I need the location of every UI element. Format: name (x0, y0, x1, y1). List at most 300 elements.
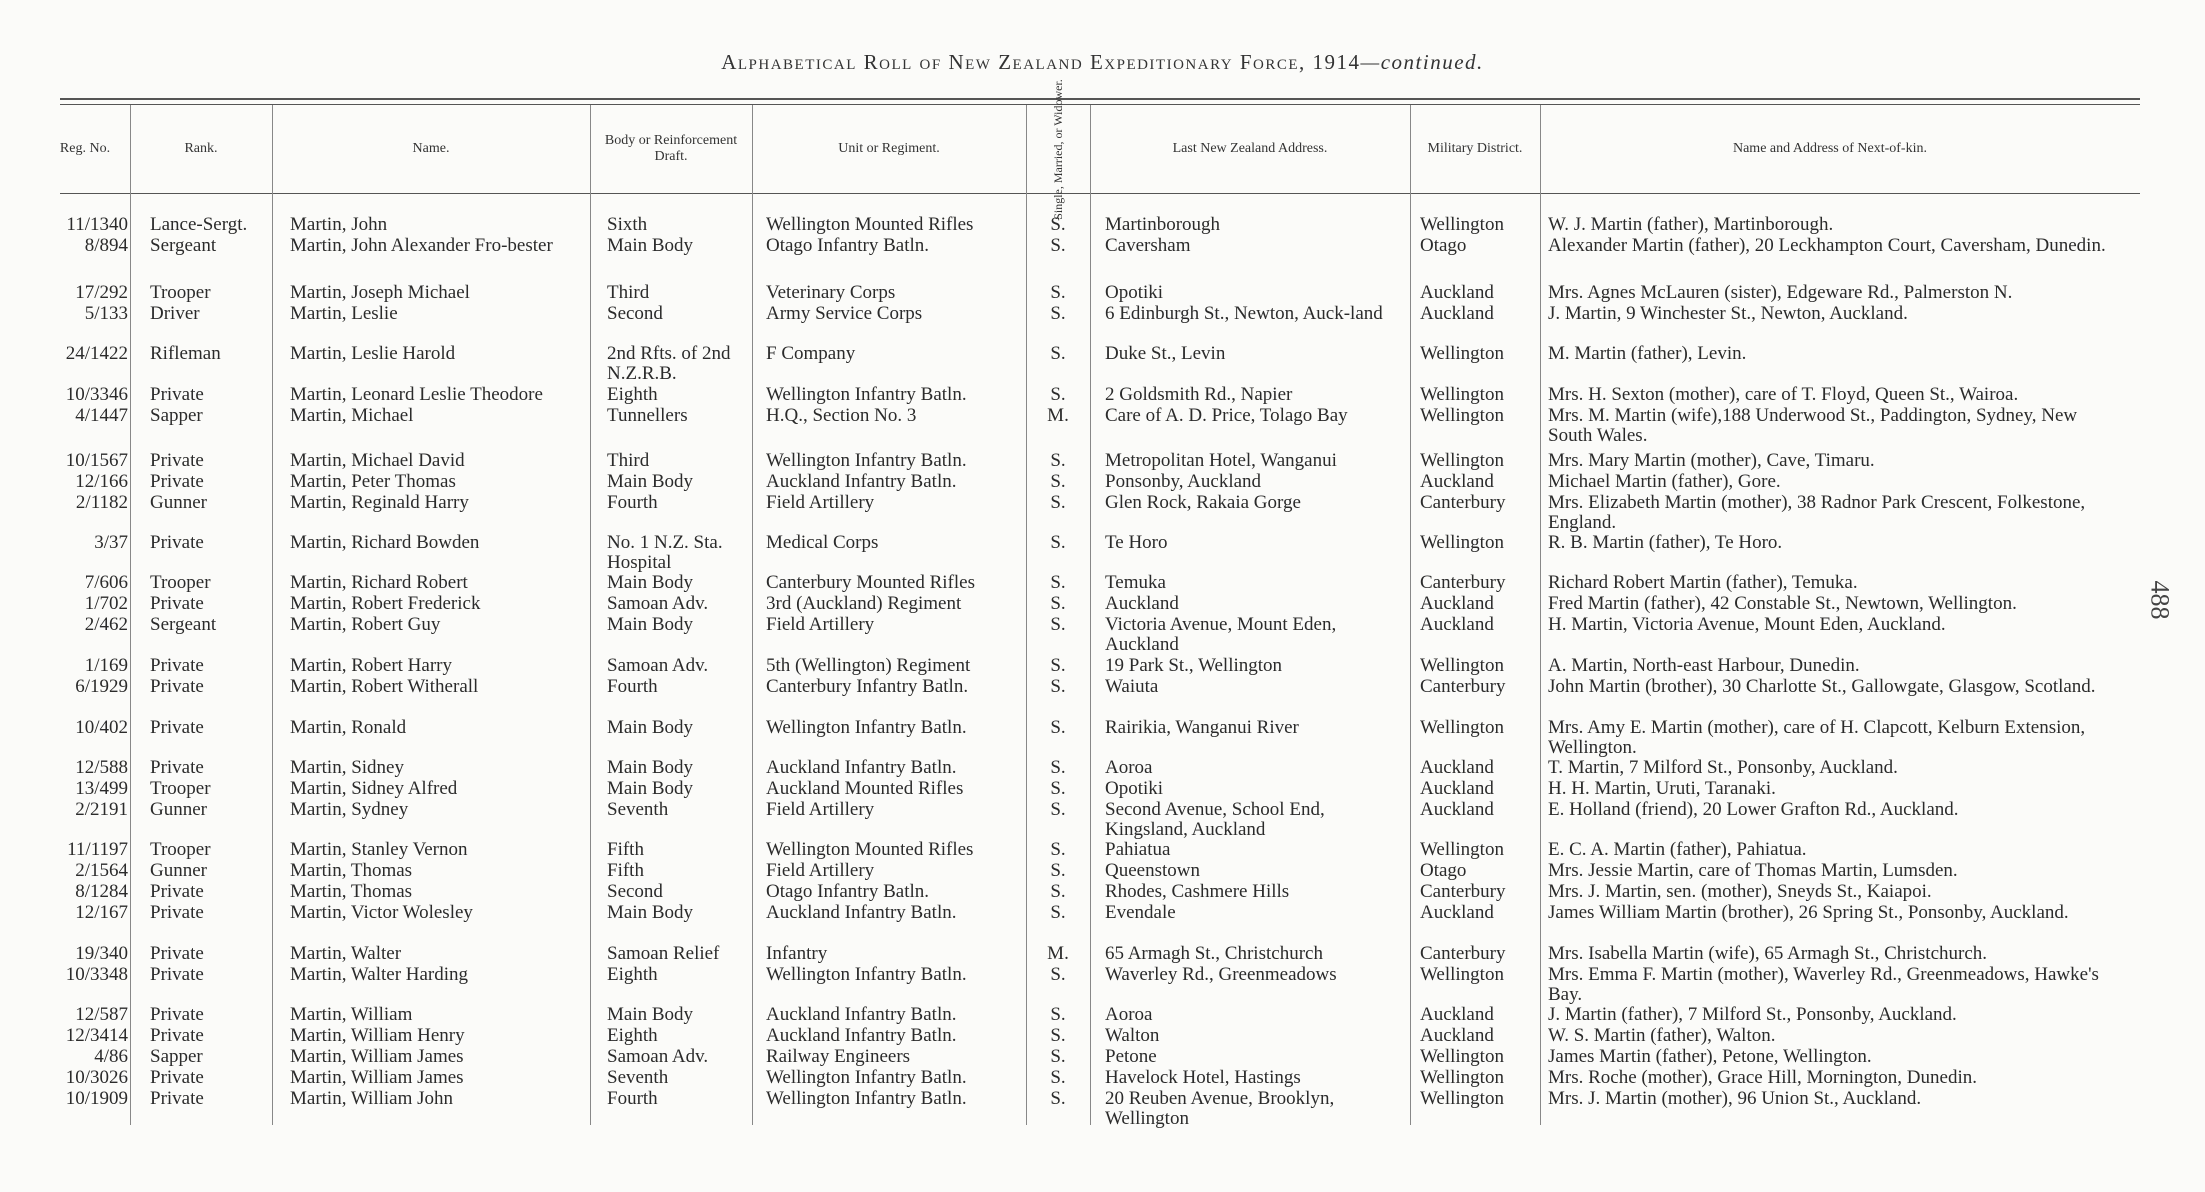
row-24-name: Martin, Walter (290, 943, 402, 964)
row-4-rank: Rifleman (150, 343, 221, 364)
row-28-address: Petone (1105, 1046, 1157, 1067)
col-divider (272, 105, 273, 1125)
row-22-body: Second (607, 881, 663, 902)
row-10-district: Wellington (1420, 532, 1504, 553)
col-divider (752, 105, 753, 1125)
row-27-status: S. (1050, 1025, 1066, 1046)
row-4-kin: M. Martin (father), Levin. (1548, 343, 1747, 364)
row-23-district: Auckland (1420, 902, 1494, 923)
row-23-address: Evendale (1105, 902, 1176, 923)
row-13-district: Auckland (1420, 614, 1494, 635)
row-0-name: Martin, John (290, 214, 388, 235)
row-20-reg: 11/1197 (67, 839, 128, 860)
row-24-reg: 19/340 (75, 943, 128, 964)
row-7-rank: Private (150, 450, 204, 471)
row-3-kin: J. Martin, 9 Winchester St., Newton, Auckland. (1548, 303, 1908, 324)
row-8-unit: Auckland Infantry Batln. (766, 471, 957, 492)
row-0-unit: Wellington Mounted Rifles (766, 214, 974, 235)
row-21-name: Martin, Thomas (290, 860, 413, 881)
row-3-name: Martin, Leslie (290, 303, 398, 324)
header-unit: Unit or Regiment. (838, 141, 940, 156)
row-4-unit: F Company (766, 343, 856, 364)
col-divider (1540, 105, 1541, 1125)
row-7-kin: Mrs. Mary Martin (mother), Cave, Timaru. (1548, 450, 1875, 471)
row-3-status: S. (1050, 303, 1066, 324)
row-30-kin: Mrs. J. Martin (mother), 96 Union St., Auckland. (1548, 1088, 1922, 1109)
col-divider (1410, 105, 1411, 1125)
row-29-name: Martin, William James (290, 1067, 464, 1088)
row-30-unit: Wellington Infantry Batln. (766, 1088, 967, 1109)
row-5-district: Wellington (1420, 384, 1504, 405)
row-9-status: S. (1050, 492, 1066, 513)
row-9-address: Glen Rock, Rakaia Gorge (1105, 492, 1301, 513)
row-5-kin: Mrs. H. Sexton (mother), care of T. Floyd, Queen St., Wairoa. (1548, 384, 2019, 405)
row-7-district: Wellington (1420, 450, 1504, 471)
row-27-body: Eighth (607, 1025, 658, 1046)
header-kin: Name and Address of Next-of-kin. (1732, 141, 1927, 156)
row-27-reg: 12/3414 (65, 1025, 128, 1046)
row-17-rank: Private (150, 757, 204, 778)
col-divider (1026, 105, 1027, 1125)
row-26-name: Martin, William (290, 1004, 413, 1025)
row-6-rank: Sapper (150, 405, 203, 426)
row-16-district: Wellington (1420, 717, 1504, 738)
row-30-district: Wellington (1420, 1088, 1504, 1109)
row-0-district: Wellington (1420, 214, 1504, 235)
row-26-reg: 12/587 (75, 1004, 128, 1025)
row-4-district: Wellington (1420, 343, 1504, 364)
row-1-unit: Otago Infantry Batln. (766, 235, 930, 256)
row-30-address: 20 Reuben Avenue, Brooklyn, Wellington (1105, 1088, 1335, 1129)
row-20-name: Martin, Stanley Vernon (290, 839, 468, 860)
row-3-unit: Army Service Corps (766, 303, 923, 324)
row-11-kin: Richard Robert Martin (father), Temuka. (1548, 572, 1858, 593)
row-21-rank: Gunner (150, 860, 207, 881)
row-0-reg: 11/1340 (66, 214, 128, 235)
row-16-address: Rairikia, Wanganui River (1105, 717, 1299, 738)
row-12-kin: Fred Martin (father), 42 Constable St., Newtown, Wellington. (1548, 593, 2017, 614)
row-6-district: Wellington (1420, 405, 1504, 426)
row-2-address: Opotiki (1105, 282, 1164, 303)
col-divider (590, 105, 591, 1125)
row-3-rank: Driver (150, 303, 200, 324)
row-18-body: Main Body (607, 778, 694, 799)
row-6-unit: H.Q., Section No. 3 (766, 405, 917, 426)
row-10-body: No. 1 N.Z. Sta. Hospital (607, 532, 723, 573)
row-3-reg: 5/133 (84, 303, 128, 324)
row-16-unit: Wellington Infantry Batln. (766, 717, 967, 738)
row-17-district: Auckland (1420, 757, 1494, 778)
row-13-kin: H. Martin, Victoria Avenue, Mount Eden, Auckland. (1548, 614, 1946, 635)
row-1-reg: 8/894 (84, 235, 128, 256)
row-25-kin: Mrs. Emma F. Martin (mother), Waverley Rd., Greenmeadows, Hawke's Bay. (1548, 964, 2099, 1005)
row-19-address: Second Avenue, School End, Kingsland, Auckland (1105, 799, 1325, 840)
row-11-rank: Trooper (150, 572, 211, 593)
row-0-kin: W. J. Martin (father), Martinborough. (1548, 214, 1834, 235)
top-rule (60, 98, 2140, 100)
row-26-district: Auckland (1420, 1004, 1494, 1025)
row-14-address: 19 Park St., Wellington (1105, 655, 1283, 676)
row-26-unit: Auckland Infantry Batln. (766, 1004, 957, 1025)
header-rank: Rank. (184, 141, 218, 156)
row-23-rank: Private (150, 902, 204, 923)
row-30-reg: 10/1909 (65, 1088, 128, 1109)
row-18-unit: Auckland Mounted Rifles (766, 778, 964, 799)
row-8-rank: Private (150, 471, 204, 492)
row-16-status: S. (1050, 717, 1066, 738)
row-24-body: Samoan Relief (607, 943, 720, 964)
row-17-name: Martin, Sidney (290, 757, 404, 778)
row-22-reg: 8/1284 (75, 881, 128, 902)
row-0-body: Sixth (607, 214, 648, 235)
header-status (1026, 78, 1090, 220)
row-15-name: Martin, Robert Witherall (290, 676, 479, 697)
row-24-status: M. (1047, 943, 1069, 964)
row-14-status: S. (1050, 655, 1066, 676)
row-9-kin: Mrs. Elizabeth Martin (mother), 38 Radnor Park Crescent, Folkestone, England. (1548, 492, 2086, 533)
row-7-status: S. (1050, 450, 1066, 471)
row-14-body: Samoan Adv. (607, 655, 709, 676)
row-7-body: Third (607, 450, 650, 471)
row-19-rank: Gunner (150, 799, 207, 820)
row-11-status: S. (1050, 572, 1066, 593)
row-29-district: Wellington (1420, 1067, 1504, 1088)
row-10-name: Martin, Richard Bowden (290, 532, 480, 553)
row-21-reg: 2/1564 (75, 860, 128, 881)
row-11-body: Main Body (607, 572, 694, 593)
page-title (0, 50, 2205, 75)
row-6-body: Tunnellers (607, 405, 688, 426)
row-12-status: S. (1050, 593, 1066, 614)
row-1-address: Caversham (1105, 235, 1191, 256)
row-13-status: S. (1050, 614, 1066, 635)
row-24-unit: Infantry (766, 943, 828, 964)
row-22-name: Martin, Thomas (290, 881, 413, 902)
row-23-body: Main Body (607, 902, 694, 923)
row-21-address: Queenstown (1105, 860, 1200, 881)
row-14-kin: A. Martin, North-east Harbour, Dunedin. (1548, 655, 1860, 676)
row-16-reg: 10/402 (75, 717, 128, 738)
row-25-status: S. (1050, 964, 1066, 985)
row-30-status: S. (1050, 1088, 1066, 1109)
row-20-unit: Wellington Mounted Rifles (766, 839, 974, 860)
row-26-rank: Private (150, 1004, 204, 1025)
row-25-rank: Private (150, 964, 204, 985)
row-25-body: Eighth (607, 964, 658, 985)
row-8-kin: Michael Martin (father), Gore. (1548, 471, 1781, 492)
row-27-name: Martin, William Henry (290, 1025, 465, 1046)
row-15-reg: 6/1929 (75, 676, 128, 697)
row-24-kin: Mrs. Isabella Martin (wife), 65 Armagh St., Christchurch. (1548, 943, 1988, 964)
row-19-district: Auckland (1420, 799, 1494, 820)
row-21-unit: Field Artillery (766, 860, 875, 881)
row-1-name: Martin, John Alexander Fro-bester (290, 235, 553, 256)
row-18-address: Opotiki (1105, 778, 1164, 799)
row-20-address: Pahiatua (1105, 839, 1171, 860)
row-9-body: Fourth (607, 492, 658, 513)
row-6-name: Martin, Michael (290, 405, 414, 426)
row-5-reg: 10/3346 (65, 384, 128, 405)
row-27-address: Walton (1105, 1025, 1160, 1046)
row-20-district: Wellington (1420, 839, 1504, 860)
row-25-reg: 10/3348 (65, 964, 128, 985)
row-25-unit: Wellington Infantry Batln. (766, 964, 967, 985)
row-8-reg: 12/166 (75, 471, 128, 492)
row-21-kin: Mrs. Jessie Martin, care of Thomas Martin, Lumsden. (1548, 860, 1958, 881)
row-29-body: Seventh (607, 1067, 669, 1088)
row-29-reg: 10/3026 (65, 1067, 128, 1088)
header-address: Last New Zealand Address. (1172, 141, 1328, 156)
row-19-status: S. (1050, 799, 1066, 820)
row-16-rank: Private (150, 717, 204, 738)
row-22-unit: Otago Infantry Batln. (766, 881, 930, 902)
page-number: 488 (2145, 580, 2175, 620)
row-10-status: S. (1050, 532, 1066, 553)
row-3-district: Auckland (1420, 303, 1494, 324)
header-status-text: Single, Married, or Widower. (1050, 78, 1065, 220)
row-22-address: Rhodes, Cashmere Hills (1105, 881, 1290, 902)
row-12-district: Auckland (1420, 593, 1494, 614)
row-28-name: Martin, William James (290, 1046, 464, 1067)
row-5-rank: Private (150, 384, 204, 405)
row-5-unit: Wellington Infantry Batln. (766, 384, 967, 405)
row-26-kin: J. Martin (father), 7 Milford St., Ponsonby, Auckland. (1548, 1004, 1957, 1025)
row-15-unit: Canterbury Infantry Batln. (766, 676, 969, 697)
row-27-rank: Private (150, 1025, 204, 1046)
row-1-status: S. (1050, 235, 1066, 256)
row-20-status: S. (1050, 839, 1066, 860)
row-27-kin: W. S. Martin (father), Walton. (1548, 1025, 1776, 1046)
row-0-address: Martinborough (1105, 214, 1221, 235)
row-8-district: Auckland (1420, 471, 1494, 492)
row-27-unit: Auckland Infantry Batln. (766, 1025, 957, 1046)
row-2-name: Martin, Joseph Michael (290, 282, 470, 303)
row-30-name: Martin, William John (290, 1088, 454, 1109)
row-13-body: Main Body (607, 614, 694, 635)
row-9-name: Martin, Reginald Harry (290, 492, 469, 513)
row-19-name: Martin, Sydney (290, 799, 409, 820)
row-7-reg: 10/1567 (65, 450, 128, 471)
row-29-kin: Mrs. Roche (mother), Grace Hill, Mornington, Dunedin. (1548, 1067, 1977, 1088)
row-1-district: Otago (1420, 235, 1467, 256)
row-5-address: 2 Goldsmith Rd., Napier (1105, 384, 1293, 405)
row-14-rank: Private (150, 655, 204, 676)
row-22-rank: Private (150, 881, 204, 902)
row-2-unit: Veterinary Corps (766, 282, 896, 303)
row-9-unit: Field Artillery (766, 492, 875, 513)
row-16-kin: Mrs. Amy E. Martin (mother), care of H. Clapcott, Kelburn Extension, Wellington. (1548, 717, 2086, 758)
row-11-name: Martin, Richard Robert (290, 572, 468, 593)
row-7-unit: Wellington Infantry Batln. (766, 450, 967, 471)
row-24-district: Canterbury (1420, 943, 1506, 964)
row-2-body: Third (607, 282, 650, 303)
row-17-address: Aoroa (1105, 757, 1153, 778)
row-30-body: Fourth (607, 1088, 658, 1109)
row-28-reg: 4/86 (94, 1046, 128, 1067)
row-4-address: Duke St., Levin (1105, 343, 1226, 364)
row-15-body: Fourth (607, 676, 658, 697)
row-9-reg: 2/1182 (75, 492, 128, 513)
row-14-name: Martin, Robert Harry (290, 655, 452, 676)
row-9-rank: Gunner (150, 492, 207, 513)
header-body: Body or Reinforcement Draft. (604, 133, 738, 164)
row-12-name: Martin, Robert Frederick (290, 593, 481, 614)
row-11-district: Canterbury (1420, 572, 1506, 593)
row-17-status: S. (1050, 757, 1066, 778)
row-18-reg: 13/499 (75, 778, 128, 799)
row-16-body: Main Body (607, 717, 694, 738)
row-7-address: Metropolitan Hotel, Wanganui (1105, 450, 1337, 471)
row-20-rank: Trooper (150, 839, 211, 860)
row-13-address: Victoria Avenue, Mount Eden, Auckland (1105, 614, 1337, 655)
row-11-unit: Canterbury Mounted Rifles (766, 572, 975, 593)
row-15-rank: Private (150, 676, 204, 697)
row-10-rank: Private (150, 532, 204, 553)
row-10-kin: R. B. Martin (father), Te Horo. (1548, 532, 1783, 553)
row-1-kin: Alexander Martin (father), 20 Leckhampton Court, Caversham, Dunedin. (1548, 235, 2106, 256)
header-district: Military District. (1427, 141, 1523, 156)
row-30-rank: Private (150, 1088, 204, 1109)
row-18-name: Martin, Sidney Alfred (290, 778, 458, 799)
row-27-district: Auckland (1420, 1025, 1494, 1046)
row-24-address: 65 Armagh St., Christchurch (1105, 943, 1323, 964)
row-21-district: Otago (1420, 860, 1467, 881)
row-17-unit: Auckland Infantry Batln. (766, 757, 957, 778)
row-7-name: Martin, Michael David (290, 450, 465, 471)
row-3-body: Second (607, 303, 663, 324)
row-4-status: S. (1050, 343, 1066, 364)
row-17-kin: T. Martin, 7 Milford St., Ponsonby, Auckland. (1548, 757, 1898, 778)
row-5-body: Eighth (607, 384, 658, 405)
row-26-address: Aoroa (1105, 1004, 1153, 1025)
row-1-rank: Sergeant (150, 235, 217, 256)
row-2-rank: Trooper (150, 282, 211, 303)
row-15-status: S. (1050, 676, 1066, 697)
row-11-address: Temuka (1105, 572, 1166, 593)
row-6-address: Care of A. D. Price, Tolago Bay (1105, 405, 1348, 426)
row-25-name: Martin, Walter Harding (290, 964, 469, 985)
row-25-district: Wellington (1420, 964, 1504, 985)
row-2-kin: Mrs. Agnes McLauren (sister), Edgeware Rd., Palmerston N. (1548, 282, 2013, 303)
row-15-kin: John Martin (brother), 30 Charlotte St., Gallowgate, Glasgow, Scotland. (1548, 676, 2096, 697)
row-28-district: Wellington (1420, 1046, 1504, 1067)
row-21-body: Fifth (607, 860, 644, 881)
row-8-status: S. (1050, 471, 1066, 492)
row-4-body: 2nd Rfts. of 2nd N.Z.R.B. (607, 343, 731, 384)
row-18-status: S. (1050, 778, 1066, 799)
row-23-reg: 12/167 (75, 902, 128, 923)
col-divider (130, 105, 131, 1125)
title-suffix: —continued. (1360, 50, 1484, 74)
row-8-name: Martin, Peter Thomas (290, 471, 456, 492)
row-19-reg: 2/2191 (75, 799, 128, 820)
row-22-kin: Mrs. J. Martin, sen. (mother), Sneyds St., Kaiapoi. (1548, 881, 1932, 902)
row-25-address: Waverley Rd., Greenmeadows (1105, 964, 1337, 985)
row-13-reg: 2/462 (84, 614, 128, 635)
row-20-kin: E. C. A. Martin (father), Pahiatua. (1548, 839, 1807, 860)
row-18-rank: Trooper (150, 778, 211, 799)
row-11-reg: 7/606 (84, 572, 128, 593)
row-16-name: Martin, Ronald (290, 717, 407, 738)
row-9-district: Canterbury (1420, 492, 1506, 513)
row-29-unit: Wellington Infantry Batln. (766, 1067, 967, 1088)
row-18-kin: H. H. Martin, Uruti, Taranaki. (1548, 778, 1776, 799)
row-23-status: S. (1050, 902, 1066, 923)
row-14-reg: 1/169 (84, 655, 128, 676)
row-17-reg: 12/588 (75, 757, 128, 778)
title-main: Alphabetical Roll of New Zealand Expeditionary Force, 1914 (721, 50, 1361, 74)
row-5-name: Martin, Leonard Leslie Theodore (290, 384, 543, 405)
row-12-address: Auckland (1105, 593, 1179, 614)
row-2-district: Auckland (1420, 282, 1494, 303)
row-29-rank: Private (150, 1067, 204, 1088)
header-reg-no: Reg. No. (59, 141, 111, 156)
row-12-body: Samoan Adv. (607, 593, 709, 614)
row-13-rank: Sergeant (150, 614, 217, 635)
row-10-unit: Medical Corps (766, 532, 879, 553)
row-5-status: S. (1050, 384, 1066, 405)
row-13-unit: Field Artillery (766, 614, 875, 635)
header-bottom-rule (60, 193, 2140, 194)
row-2-reg: 17/292 (75, 282, 128, 303)
row-12-reg: 1/702 (84, 593, 128, 614)
row-23-kin: James William Martin (brother), 26 Spring St., Ponsonby, Auckland. (1548, 902, 2069, 923)
row-3-address: 6 Edinburgh St., Newton, Auck-land (1105, 303, 1383, 324)
row-22-status: S. (1050, 881, 1066, 902)
row-22-district: Canterbury (1420, 881, 1506, 902)
row-19-unit: Field Artillery (766, 799, 875, 820)
row-23-name: Martin, Victor Wolesley (290, 902, 473, 923)
row-15-address: Waiuta (1105, 676, 1159, 697)
row-19-kin: E. Holland (friend), 20 Lower Grafton Rd., Auckland. (1548, 799, 1959, 820)
row-28-rank: Sapper (150, 1046, 203, 1067)
row-10-reg: 3/37 (94, 532, 128, 553)
row-23-unit: Auckland Infantry Batln. (766, 902, 957, 923)
header-name: Name. (412, 141, 450, 156)
row-28-body: Samoan Adv. (607, 1046, 709, 1067)
row-15-district: Canterbury (1420, 676, 1506, 697)
row-20-body: Fifth (607, 839, 644, 860)
row-12-rank: Private (150, 593, 204, 614)
row-1-body: Main Body (607, 235, 694, 256)
row-28-unit: Railway Engineers (766, 1046, 911, 1067)
row-14-unit: 5th (Wellington) Regiment (766, 655, 971, 676)
row-13-name: Martin, Robert Guy (290, 614, 441, 635)
row-0-status: S. (1050, 214, 1066, 235)
row-14-district: Wellington (1420, 655, 1504, 676)
row-6-reg: 4/1447 (75, 405, 128, 426)
row-28-status: S. (1050, 1046, 1066, 1067)
row-26-status: S. (1050, 1004, 1066, 1025)
row-8-body: Main Body (607, 471, 694, 492)
row-10-address: Te Horo (1105, 532, 1168, 553)
row-4-name: Martin, Leslie Harold (290, 343, 456, 364)
row-4-reg: 24/1422 (65, 343, 128, 364)
row-29-address: Havelock Hotel, Hastings (1105, 1067, 1301, 1088)
row-0-rank: Lance-Sergt. (150, 214, 248, 235)
col-divider (1090, 105, 1091, 1125)
row-21-status: S. (1050, 860, 1066, 881)
row-8-address: Ponsonby, Auckland (1105, 471, 1262, 492)
row-19-body: Seventh (607, 799, 669, 820)
row-18-district: Auckland (1420, 778, 1494, 799)
row-2-status: S. (1050, 282, 1066, 303)
row-26-body: Main Body (607, 1004, 694, 1025)
row-24-rank: Private (150, 943, 204, 964)
row-17-body: Main Body (607, 757, 694, 778)
row-12-unit: 3rd (Auckland) Regiment (766, 593, 962, 614)
row-6-status: M. (1047, 405, 1069, 426)
